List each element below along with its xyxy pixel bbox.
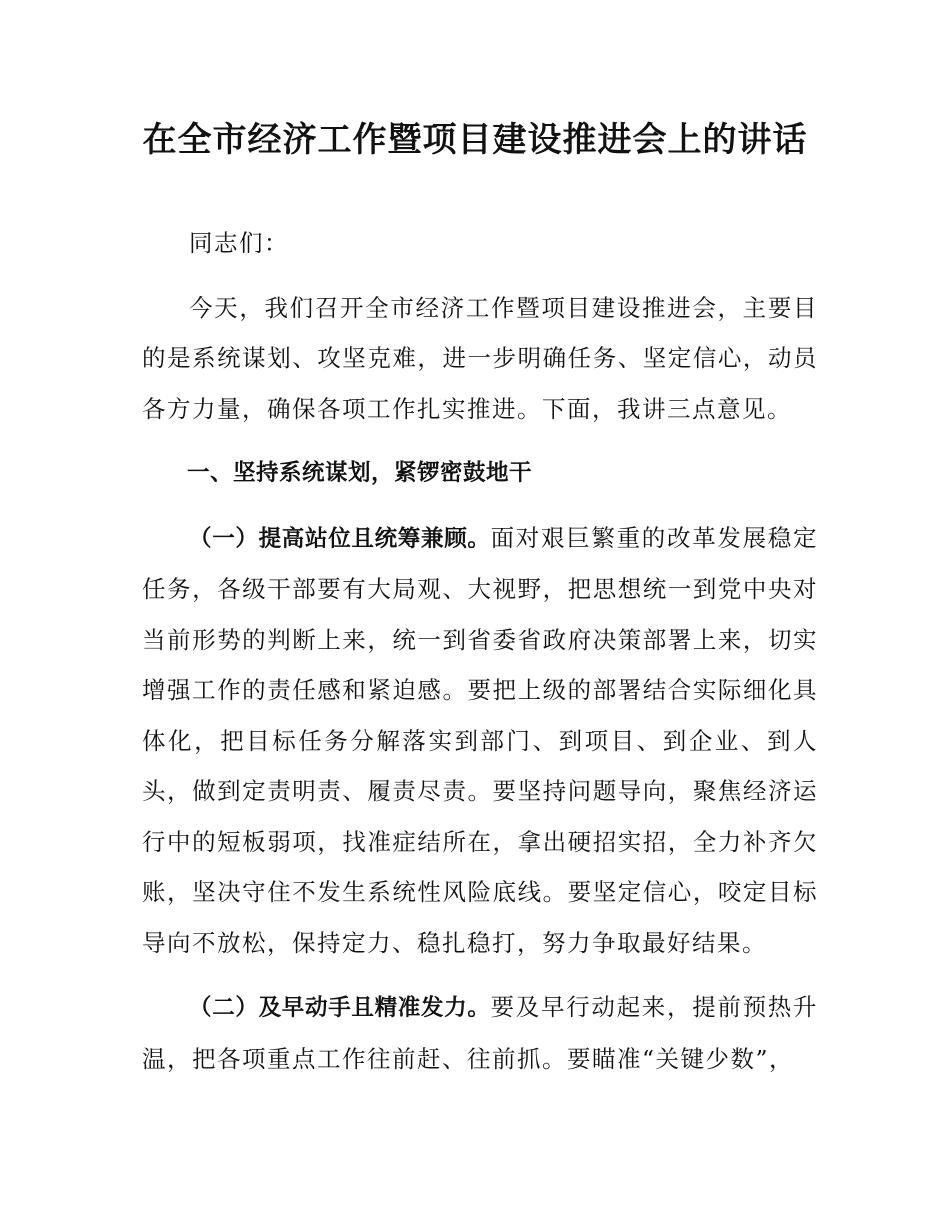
subsection-lead-2: （二）及早动手且精准发力。 <box>189 995 491 1021</box>
document-body <box>142 218 818 1098</box>
section-heading: 一、坚持系统谋划，紧锣密鼓地干 <box>187 460 533 486</box>
subsection-lead-1: （一）提高站位且统筹兼顾。 <box>189 525 491 552</box>
subsection-text-2: 要及早行动起来，提前预热升温，把各项重点工作往前赶、往前抓。要瞄准“关键少数”， <box>142 993 818 1073</box>
document-title: 在全市经济工作暨项目建设推进会上的讲话 <box>142 120 808 160</box>
salutation: 同志们： <box>189 229 289 257</box>
subsection-paragraph-1 <box>142 513 818 969</box>
subsection-text-1: 面对艰巨繁重的改革发展稳定任务，各级干部要有大局观、大视野，把思想统一到党中央对当前形势的判断上来，统一到省委省政府决策部署上来，切实增强工作的责任感和紧迫感。要把上级的部署结合实际细化具体化，把目标任务分解落实到部门、到项目、到企业、到人头，做到定责明责、履责尽责。要坚持问题导向，聚焦经济运行中的短板弱项，找准症结所在，拿出硬招实招，全力补齐欠账，坚决守住不发生系统性风险底线。要坚定信心，咬定目标导向不放松，保持定力、稳扎稳打，努力争取最好结果。 <box>142 523 818 957</box>
intro-paragraph: 今天，我们召开全市经济工作暨项目建设推进会，主要目的是系统谋划、攻坚克难，进一步明确任务、坚定信心，动员各方力量，确保各项工作扎实推进。下面，我讲三点意见。 <box>142 293 818 423</box>
subsection-paragraph-2 <box>142 982 818 1084</box>
